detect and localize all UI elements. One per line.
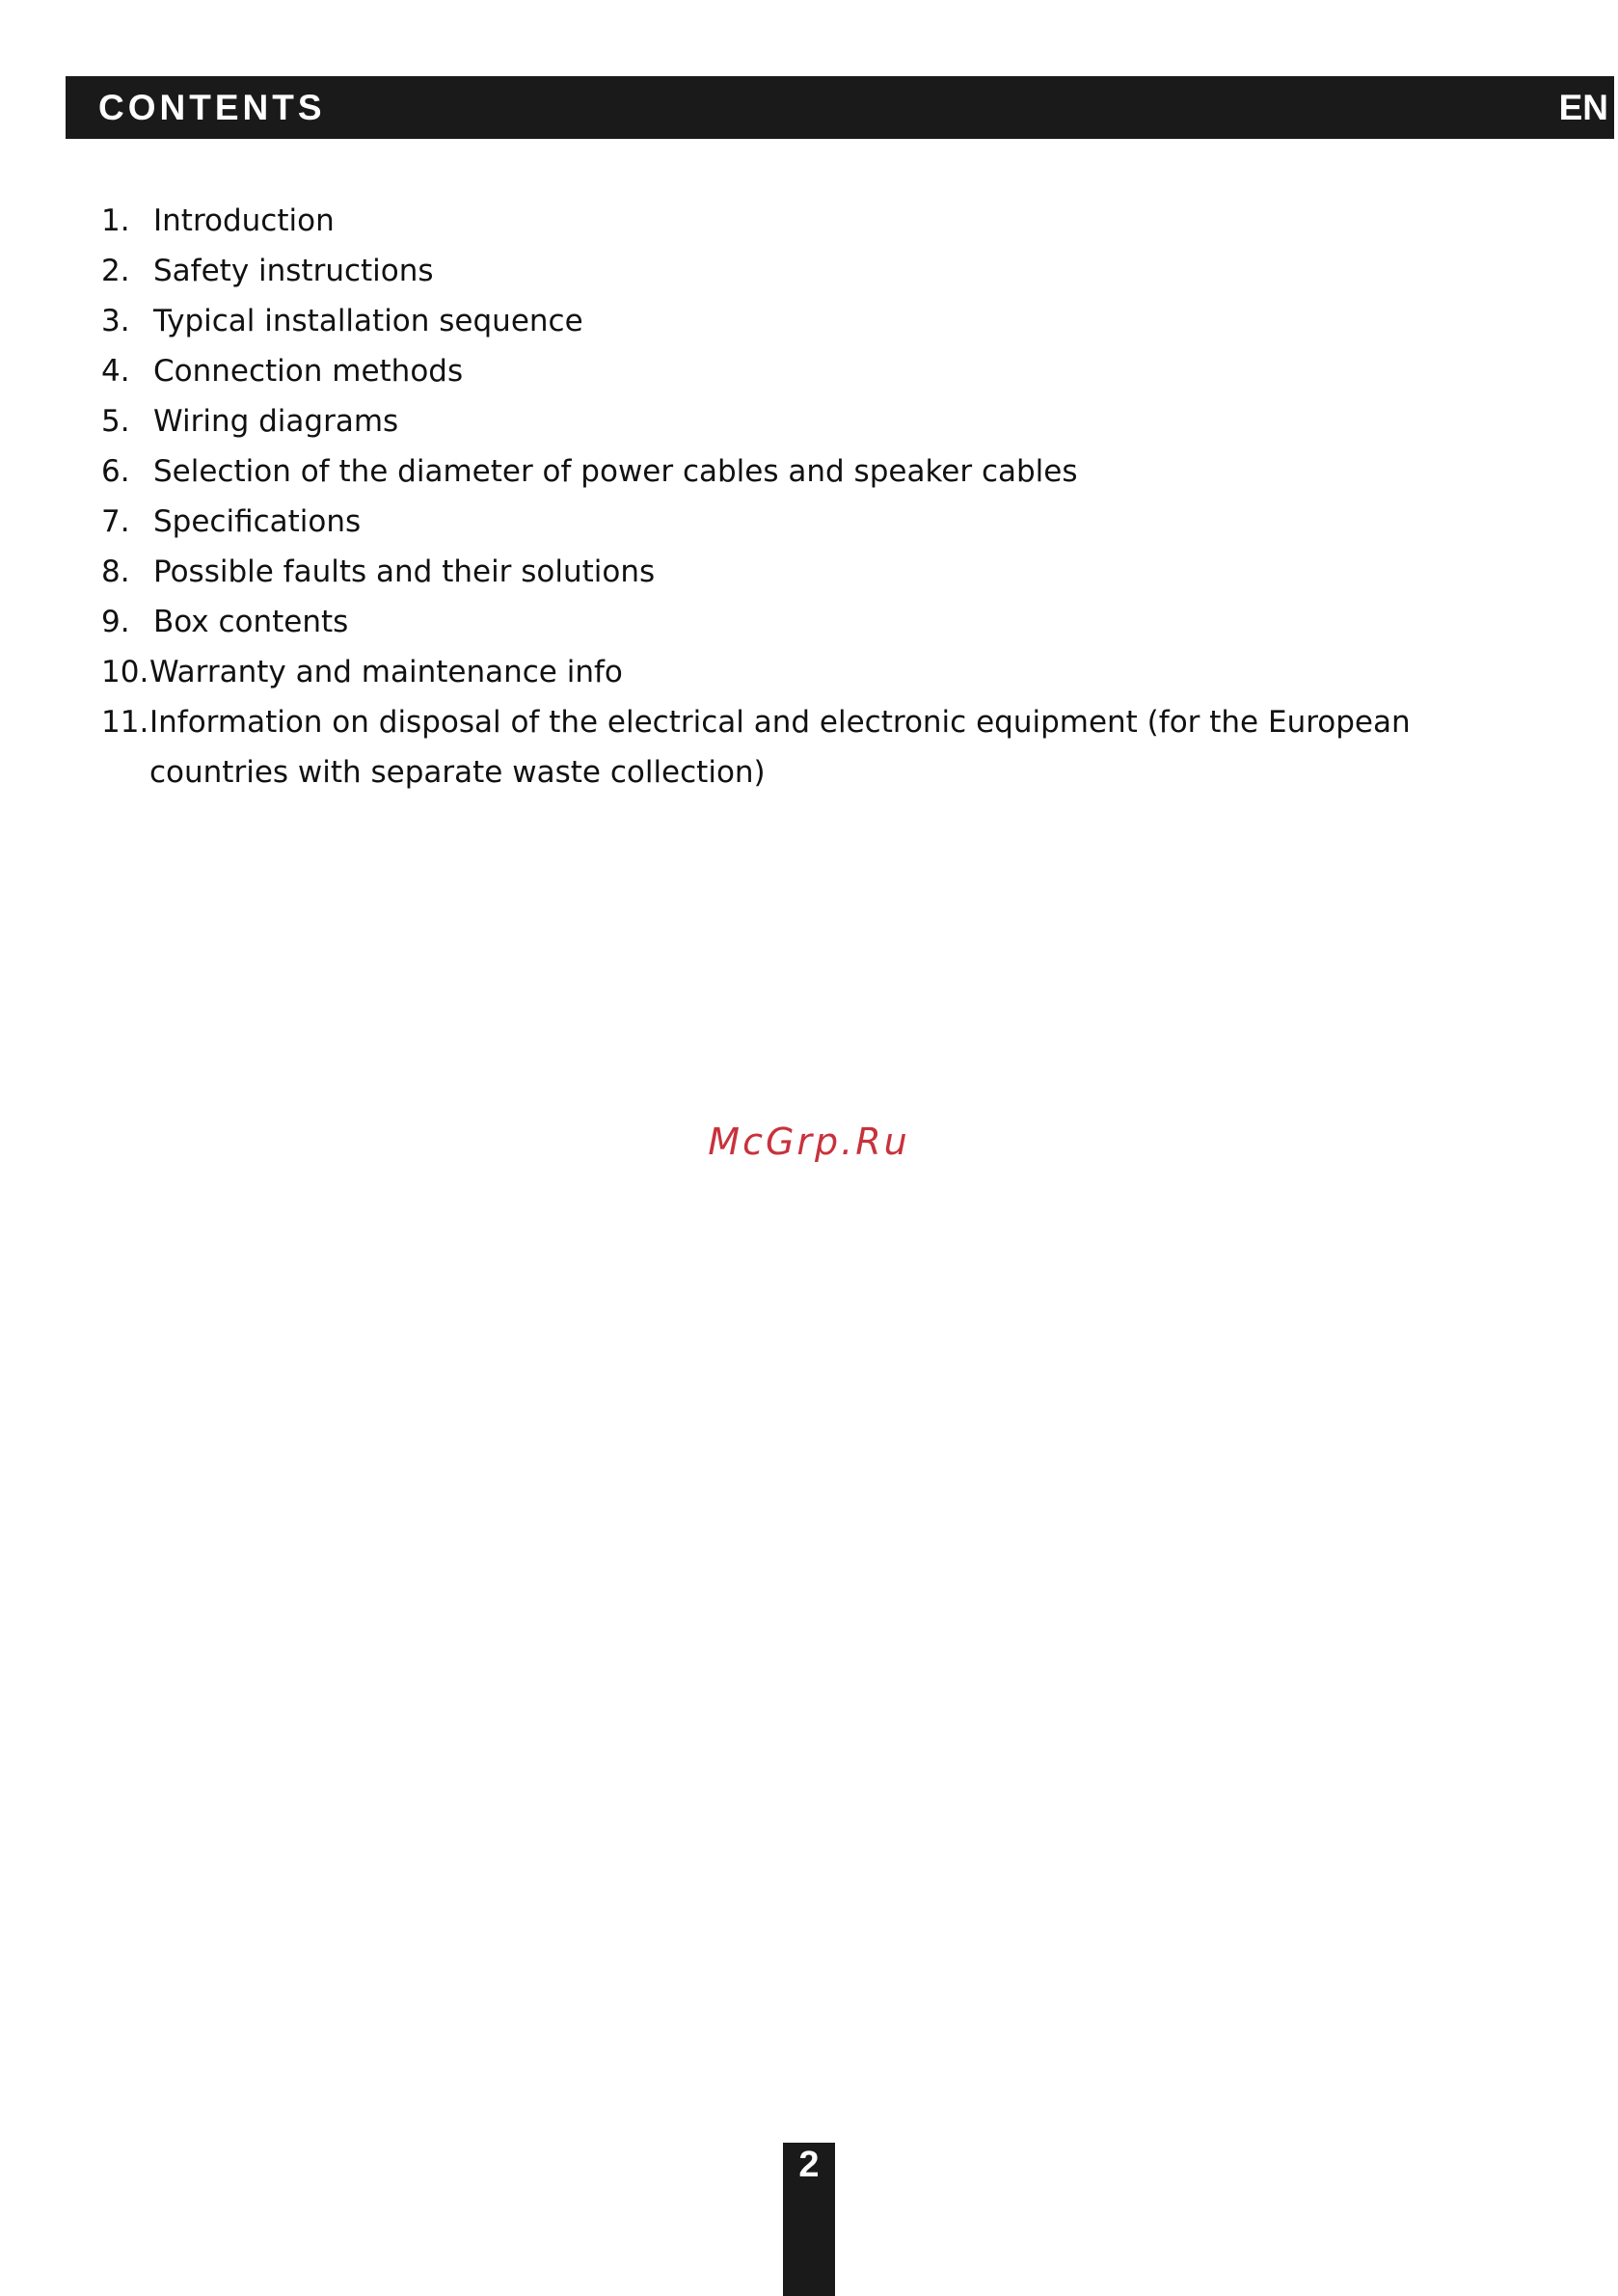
toc-item-connection-methods: [101, 346, 1528, 396]
toc-item-number: 6.: [101, 454, 130, 489]
toc-item-number: 7.: [101, 504, 130, 539]
toc-item-label: Box contents: [153, 605, 349, 639]
toc-item-label: Introduction: [153, 203, 335, 238]
language-label: EN: [1558, 88, 1608, 127]
toc-item-label: Wiring diagrams: [153, 404, 399, 439]
toc-item-safety-instructions: [101, 246, 1528, 296]
toc-item-number: 9.: [101, 605, 130, 639]
toc-item-cable-diameter: [101, 446, 1528, 497]
toc-item-number: 2.: [101, 254, 130, 288]
toc-item-number: 3.: [101, 304, 130, 338]
toc-item-number: 1.: [101, 203, 130, 238]
toc-item-specifications: [101, 497, 1528, 547]
toc-item-number: 10.: [101, 655, 149, 689]
toc-item-number: 11.: [101, 705, 149, 740]
toc-item-box-contents: [101, 597, 1528, 647]
toc-item-label: Warranty and maintenance info: [149, 655, 623, 689]
watermark-text: McGrp.Ru: [708, 1121, 910, 1163]
header-bar: [66, 76, 1614, 139]
toc-item-label: Possible faults and their solutions: [153, 554, 656, 589]
toc-item-label: Information on disposal of the electrical and electronic equipment (for the European countries with separate waste collection): [149, 705, 1411, 790]
toc-item-wiring-diagrams: [101, 396, 1528, 446]
toc-item-introduction: [101, 196, 1528, 246]
page-number-tab: [783, 2143, 835, 2296]
toc-item-label: Connection methods: [153, 354, 464, 389]
toc-item-number: 4.: [101, 354, 130, 389]
toc-item-faults-solutions: [101, 547, 1528, 597]
toc-item-label: Selection of the diameter of power cables and speaker cables: [153, 454, 1078, 489]
page-title: CONTENTS: [98, 88, 326, 127]
toc-item-number: 8.: [101, 554, 130, 589]
toc-item-label: Typical installation sequence: [153, 304, 583, 338]
toc-item-disposal-info: [101, 697, 1528, 797]
toc-item-installation-sequence: [101, 296, 1528, 346]
toc-item-label: Safety instructions: [153, 254, 434, 288]
page-number: 2: [798, 2145, 820, 2185]
toc-item-label: Specifications: [153, 504, 362, 539]
toc-item-warranty: [101, 647, 1528, 697]
table-of-contents: [101, 196, 1528, 797]
toc-item-number: 5.: [101, 404, 130, 439]
